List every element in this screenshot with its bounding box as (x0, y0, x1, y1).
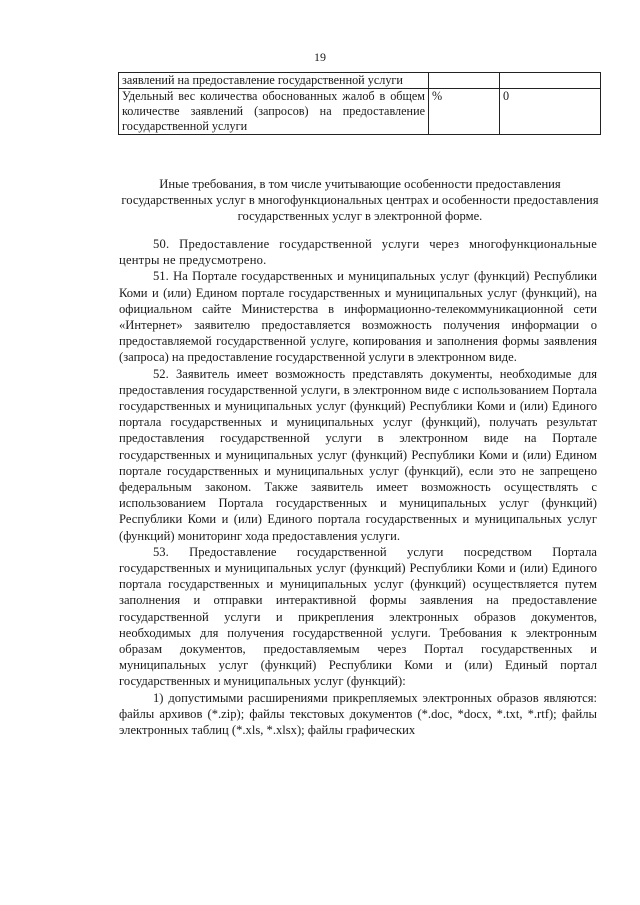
table-cell-unit: % (429, 89, 500, 135)
paragraph-51: 51. На Портале государственных и муниципальных услуг (функций) Республики Коми и (или) Едином портале государственных и муниципальных услуг (функций), на официальном сайте Министерства в информационно-телекоммуникационной сети «Интернет» заявителю предоставляется возможность получения информации о предоставляемой государственной услуге, копирования и заполнения формы заявления (запроса) на предоставление государственной услуги в электронном виде. (119, 269, 597, 365)
section-heading: Иные требования, в том числе учитывающие особенности предоставления государственных услуг в многофункциональных центрах и особенности предоставления государственных услуг в электронной форме. (121, 177, 599, 223)
table-cell-value (500, 73, 601, 89)
indicators-table (118, 72, 601, 135)
table-cell-unit (429, 73, 500, 89)
document-body (119, 236, 597, 738)
paragraph-52: 52. Заявитель имеет возможность представлять документы, необходимые для предоставления государственной услуги, в электронном виде с использованием Портала государственных и муниципальных услуг (функций) Республики Коми и (или) Единого портала государственных и муниципальных услуг (функций), получать результат предоставления государственной услуги в электронном виде на Портале государственных и муниципальных услуг (функций) Республики Коми и (или) Едином портале государственных и муниципальных услуг (функций), если это не запрещено федеральным законом. Также заявитель имеет возможность осуществлять с использованием Портала государственных и муниципальных услуг (функций) Республики Коми и (или) Единого портала государственных и муниципальных услуг (функций) мониторинг хода предоставления услуги. (119, 366, 597, 543)
table-cell-indicator: Удельный вес количества обоснованных жалоб в общем количестве заявлений (запросов) на предоставление государственной услуги (119, 89, 429, 135)
paragraph-53: 53. Предоставление государственной услуги посредством Портала государственных и муниципальных услуг (функций) Республики Коми и (или) Единого портала государственных и муниципальных услуг (функций) осуществляется путем заполнения и отправки интерактивной формы заявления на предоставление государственной услуги и прикрепления электронных образов документов, необходимых для получения государственной услуги. Требования к электронным образам документов, предоставляемым через Портал государственных и муниципальных услуг (функций) Республики Коми и (или) Единый портал государственных и муниципальных услуг (функций): (119, 544, 597, 689)
paragraph-53-item-1: 1) допустимыми расширениями прикрепляемых электронных образов являются: файлы архивов (*.zip); файлы текстовых документов (*.doc, *docx, *.txt, *.rtf); файлы электронных таблиц (*.xls, *.xlsx); файлы графических (119, 690, 597, 738)
table-cell-indicator: заявлений на предоставление государственной услуги (119, 73, 429, 89)
table-cell-value: 0 (500, 89, 601, 135)
table-row (119, 73, 601, 89)
page-number: 19 (314, 50, 326, 64)
paragraph-50: 50. Предоставление государственной услуги через многофункциональные центры не предусмотрено. (119, 237, 597, 268)
table-row (119, 89, 601, 135)
